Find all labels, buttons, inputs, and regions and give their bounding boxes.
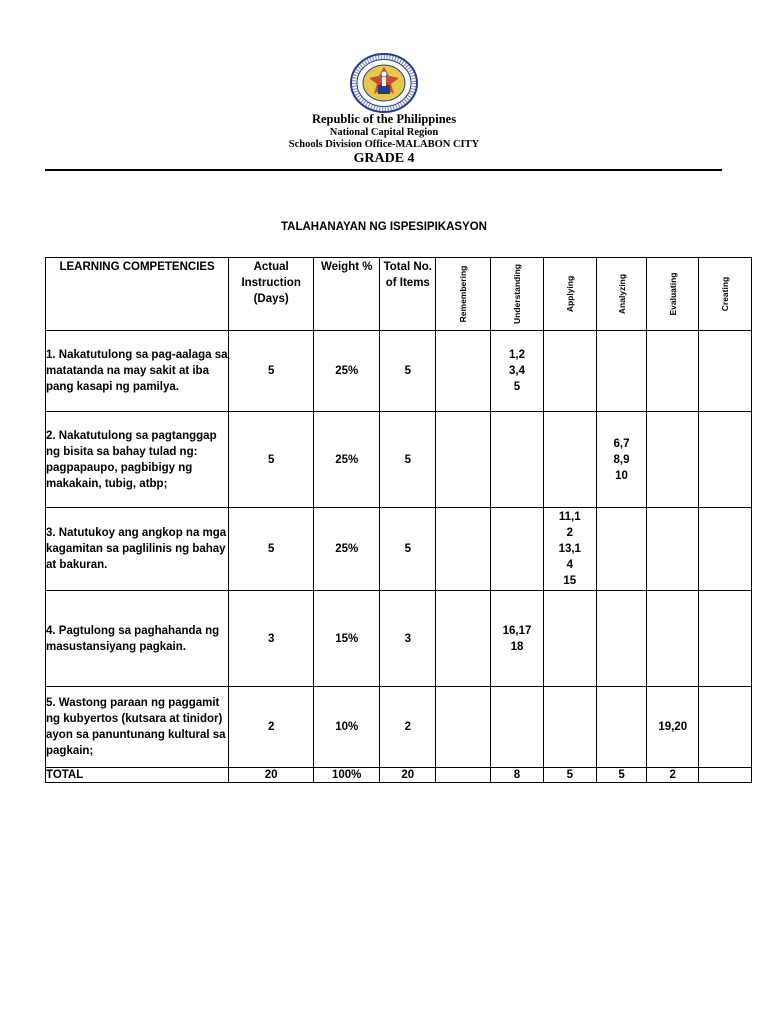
- header-items: Total No. of Items: [380, 258, 436, 331]
- analyzing-cell: [596, 508, 647, 591]
- total-applying: 5: [543, 768, 596, 783]
- weight-cell: 10%: [314, 687, 380, 768]
- creating-cell: [699, 412, 752, 508]
- remembering-cell: [436, 331, 491, 412]
- competency-cell: 2. Nakatutulong sa pagtanggap ng bisita sa bahay tulad ng: pagpapaupo, pagbibigy ng makakain, tubig, atbp;: [46, 412, 229, 508]
- evaluating-cell: [647, 591, 699, 687]
- total-remembering: [436, 768, 491, 783]
- days-cell: 5: [229, 508, 314, 591]
- grade-heading: GRADE 4: [353, 151, 415, 166]
- evaluating-cell: 19,20: [647, 687, 699, 768]
- understanding-cell: [491, 412, 544, 508]
- weight-cell: 25%: [314, 331, 380, 412]
- remembering-cell: [436, 508, 491, 591]
- understanding-cell: 1,2 3,4 5: [491, 331, 544, 412]
- header-evaluating: Evaluating: [647, 258, 699, 331]
- weight-cell: 15%: [314, 591, 380, 687]
- applying-cell: [543, 687, 596, 768]
- header-weight: Weight %: [314, 258, 380, 331]
- understanding-cell: [491, 687, 544, 768]
- total-label: TOTAL: [46, 768, 229, 783]
- deped-seal-logo: [349, 52, 419, 114]
- remembering-cell: [436, 412, 491, 508]
- table-of-specifications: [45, 257, 752, 783]
- total-row: [46, 768, 752, 783]
- table-row: [46, 508, 752, 591]
- table-header-row: [46, 258, 752, 331]
- republic-heading: Republic of the Philippines: [311, 112, 457, 126]
- total-analyzing: 5: [596, 768, 647, 783]
- weight-cell: 25%: [314, 508, 380, 591]
- applying-cell: [543, 591, 596, 687]
- division-heading: Schools Division Office-MALABON CITY: [288, 139, 480, 150]
- items-cell: 3: [380, 591, 436, 687]
- understanding-cell: [491, 508, 544, 591]
- competency-cell: 3. Natutukoy ang angkop na mga kagamitan sa paglilinis ng bahay at bakuran.: [46, 508, 229, 591]
- table-row: [46, 331, 752, 412]
- applying-cell: [543, 412, 596, 508]
- table-row: [46, 591, 752, 687]
- total-understanding: 8: [491, 768, 544, 783]
- items-cell: 5: [380, 508, 436, 591]
- creating-cell: [699, 331, 752, 412]
- remembering-cell: [436, 591, 491, 687]
- days-cell: 2: [229, 687, 314, 768]
- table-row: [46, 687, 752, 768]
- items-cell: 5: [380, 412, 436, 508]
- analyzing-cell: 6,7 8,9 10: [596, 412, 647, 508]
- header-applying: Applying: [543, 258, 596, 331]
- days-cell: 5: [229, 331, 314, 412]
- evaluating-cell: [647, 331, 699, 412]
- analyzing-cell: [596, 591, 647, 687]
- weight-cell: 25%: [314, 412, 380, 508]
- total-evaluating: 2: [647, 768, 699, 783]
- evaluating-cell: [647, 508, 699, 591]
- header-competencies: LEARNING COMPETENCIES: [46, 258, 229, 331]
- header-divider: [45, 169, 722, 171]
- header-creating: Creating: [699, 258, 752, 331]
- applying-cell: [543, 331, 596, 412]
- header-remembering: Remembering: [436, 258, 491, 331]
- remembering-cell: [436, 687, 491, 768]
- days-cell: 5: [229, 412, 314, 508]
- total-items: 20: [380, 768, 436, 783]
- total-days: 20: [229, 768, 314, 783]
- applying-cell: 11,1 2 13,1 4 15: [543, 508, 596, 591]
- total-creating: [699, 768, 752, 783]
- table-row: [46, 412, 752, 508]
- competency-cell: 1. Nakatutulong sa pag-aalaga sa matatanda na may sakit at iba pang kasapi ng pamilya.: [46, 331, 229, 412]
- creating-cell: [699, 591, 752, 687]
- creating-cell: [699, 508, 752, 591]
- total-weight: 100%: [314, 768, 380, 783]
- header-analyzing: Analyzing: [596, 258, 647, 331]
- header-days: Actual Instruction (Days): [229, 258, 314, 331]
- competency-cell: 4. Pagtulong sa paghahanda ng masustansiyang pagkain.: [46, 591, 229, 687]
- items-cell: 5: [380, 331, 436, 412]
- analyzing-cell: [596, 687, 647, 768]
- header-understanding: Understanding: [491, 258, 544, 331]
- days-cell: 3: [229, 591, 314, 687]
- analyzing-cell: [596, 331, 647, 412]
- competency-cell: 5. Wastong paraan ng paggamit ng kubyertos (kutsara at tinidor) ayon sa panuntunang kultural sa pagkain;: [46, 687, 229, 768]
- region-heading: National Capital Region: [329, 127, 439, 138]
- creating-cell: [699, 687, 752, 768]
- document-title: TALAHANAYAN NG ISPESIPIKASYON: [281, 221, 487, 233]
- items-cell: 2: [380, 687, 436, 768]
- understanding-cell: 16,17 18: [491, 591, 544, 687]
- evaluating-cell: [647, 412, 699, 508]
